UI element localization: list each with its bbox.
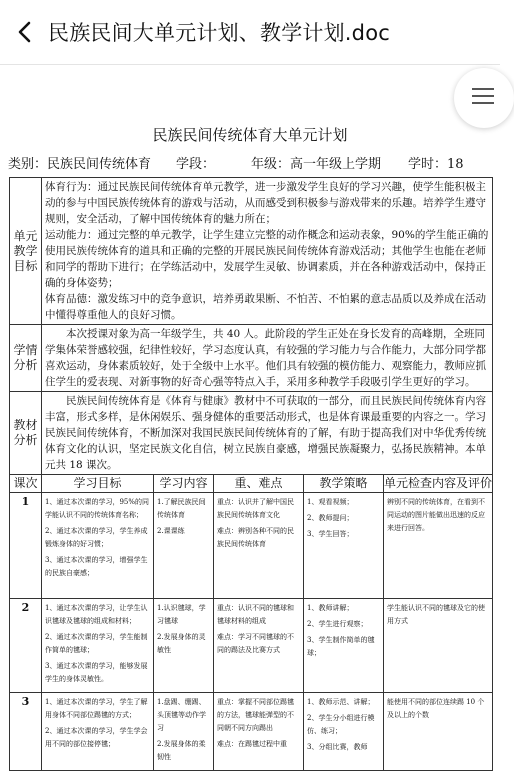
key-point-item: 重点：掌握不同部位踢毽的方法，毽球能弹型的不同朝不同方向踢出 (217, 698, 294, 732)
lesson-goal-item: 2、通过本次课的学习，学生学会用不同的部位接停毽； (45, 727, 148, 748)
material-label: 教材分析 (10, 392, 42, 475)
key-point-item: 重点：认识并了解中国民族民间传统体育文化 (217, 498, 294, 519)
meta-category: 类别：民族民间传统体育 (8, 157, 152, 172)
lesson-number: 2 (10, 599, 42, 693)
lesson-evaluation (384, 599, 493, 693)
analysis-text: 本次授课对象为高一年级学生，共 40 人。此阶段的学生正处在身长发育的高峰期，全班同学集体荣誉感较强，纪律性较好，学习态度认真，有较强的学习能力与合作能力，大部分同学都喜欢运动，身体素质较好，处于全级中上水平。他们具有较强的模仿能力、观察能力，教师应抓住学生的爱表现、对新事物的好奇心强等特点入手，采用多种教学手段吸引学生更好的学习。 (45, 328, 486, 388)
lesson-strategy (304, 599, 384, 693)
lesson-goal-item: 1、通过本次课的学习，让学生认识毽球及毽球的组成和材料； (45, 604, 148, 625)
strategy-item: 2、学生进行观察； (307, 620, 368, 628)
column-header-row (10, 475, 493, 493)
lesson-row (10, 693, 493, 771)
lesson-number: 3 (10, 693, 42, 771)
col-header: 单元检查内容及评价 (384, 475, 493, 493)
lesson-key-points (214, 599, 304, 693)
lesson-goals (42, 493, 154, 599)
material-text: 民族民间传统体育是《体育与健康》教材中不可获取的一部分，而且民族民间传统体育内容丰富，形式多样，是休闲娱乐、强身健体的重要活动形式，也是体育课最重要的内容之一。学习民族民间传统体育，不断加深对我国民族民间传统体育的了解，有助于提高我们对中华优秀传统体育文化的认识，坚定民族文化自信，树立民族自豪感，增强民族凝聚力，弘扬民族精神。本单元共 18 课次。 (45, 395, 486, 471)
lesson-goal-item: 2、通过本次课的学习，学生养成锻炼身体的好习惯； (45, 527, 148, 548)
goals-cell (42, 178, 493, 325)
col-header: 教学策略 (304, 475, 384, 493)
lesson-key-points (214, 693, 304, 771)
lesson-strategy (304, 493, 384, 599)
strategy-item: 3、分组比赛，教师 (307, 743, 368, 751)
lesson-evaluation (384, 493, 493, 599)
lesson-row (10, 493, 493, 599)
lesson-content-item: 1.了解民族民间传统体育 (157, 498, 206, 519)
document-view[interactable] (0, 65, 500, 761)
plan-table (9, 177, 493, 771)
material-row (10, 392, 493, 475)
goal-item: 体育品德：激发练习中的竞争意识，培养勇敢果断、不怕苦、不怕累的意志品质以及养成在活动中懂得尊重他人的良好习惯。 (45, 293, 486, 321)
meta-stage: 学段： (176, 157, 216, 172)
menu-icon[interactable] (454, 68, 514, 128)
lesson-goal-item: 2、通过本次课的学习，学生能制作简单的毽球； (45, 633, 148, 654)
lesson-content-item: 2.发展身体的柔韧性 (157, 740, 206, 761)
col-header: 学习内容 (154, 475, 214, 493)
key-point-item: 重点：认识不同的毽球和毽球材料的组成 (217, 604, 294, 625)
lesson-content-item: 1.认识毽球，学习毽球 (157, 604, 206, 625)
key-point-item: 难点：辨别各种不同的民族民间传统体育 (217, 527, 294, 548)
goal-item: 运动能力：通过完整的单元教学，让学生建立完整的动作概念和运动表象，90%的学生能正确的使用民族传统体育的道具和正确的完整的开展民族民间传统体育游戏活动；其他学生也能在老师和同学的帮助下进行；在学练活动中，发展学生灵敏、协调素质，并在各种游戏活动中，保持正确的身体姿势； (45, 229, 489, 289)
strategy-item: 2、学生分小组进行模仿、练习； (307, 714, 375, 735)
lesson-goals (42, 599, 154, 693)
lesson-goals (42, 693, 154, 771)
lesson-content (154, 493, 214, 599)
strategy-item: 3、学生制作简单的毽球； (307, 636, 375, 657)
lesson-row (10, 599, 493, 693)
key-point-item: 难点：在踢毽过程中重 (217, 740, 287, 748)
goals-label: 单元教学目标 (10, 178, 42, 325)
meta-periods: 学时：18 (408, 157, 464, 172)
strategy-item: 1、教师讲解； (307, 604, 354, 612)
material-cell (42, 392, 493, 475)
meta-grade: 年级：高一年级上学期 (251, 157, 382, 172)
analysis-cell (42, 325, 493, 392)
lesson-number: 1 (10, 493, 42, 599)
lesson-goal-item: 1、通过本次课的学习，95%的同学能认识不同的传统体育名称； (45, 498, 150, 519)
key-point-item: 难点：学习不同毽球的不同的踢法及比赛方式 (217, 633, 294, 654)
title-bar (0, 0, 500, 65)
lesson-strategy (304, 693, 384, 771)
lesson-content-item: 2.发展身体的灵敏性 (157, 633, 206, 654)
goals-row (10, 178, 493, 325)
lesson-content-item: 1.盘踢、绷踢、头顶毽等动作学习 (157, 698, 206, 732)
col-header: 重、难点 (214, 475, 304, 493)
lesson-goal-item: 3、通过本次课的学习，增强学生的民族自豪感； (45, 556, 148, 577)
analysis-label: 学情分析 (10, 325, 42, 392)
lesson-content (154, 599, 214, 693)
col-header: 学习目标 (42, 475, 154, 493)
document-filename: 民族民间大单元计划、教学计划.doc (48, 21, 390, 45)
col-header: 课次 (10, 475, 42, 493)
lesson-evaluation (384, 693, 493, 771)
strategy-item: 1、观看视频； (307, 498, 354, 506)
lesson-content-item: 2.课课练 (157, 527, 185, 535)
strategy-item: 2、教师提问； (307, 514, 354, 522)
strategy-item: 1、教师示范、讲解； (307, 698, 375, 706)
evaluation-item: 辨别不同的传统体育，在看到不同运动的图片能做出迅速的反应来进行回答。 (387, 498, 485, 532)
evaluation-item: 学生能认识不同的毽球及它的使用方式 (387, 604, 485, 625)
lesson-content (154, 693, 214, 771)
lesson-goal-item: 1、通过本次课的学习，学生了解用身体不同部位踢毽的方式； (45, 698, 148, 719)
strategy-item: 3、学生回答； (307, 530, 354, 538)
lesson-goal-item: 3、通过本次课的学习，能够发展学生的身体灵敏性。 (45, 662, 148, 683)
evaluation-item: 能使用不同的部位连续踢 10 个及以上的个数 (387, 698, 485, 719)
goal-item: 体育行为：通过民族民间传统体育单元教学，进一步激发学生良好的学习兴趣，使学生能积极主动的参与中国民族传统体育的游戏与活动，从而感受到积极参与游戏带来的乐趣。培养学生遵守规则，安全活动，了解中国传统体育的魅力所在； (45, 181, 486, 225)
analysis-row (10, 325, 493, 392)
back-icon[interactable] (14, 20, 36, 44)
lesson-key-points (214, 493, 304, 599)
document-title: 民族民间传统体育大单元计划 (152, 126, 348, 144)
